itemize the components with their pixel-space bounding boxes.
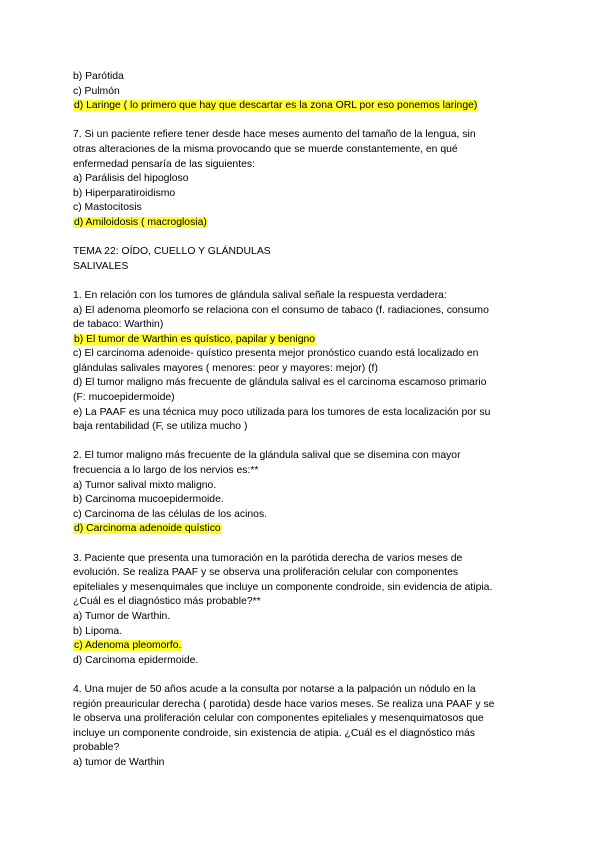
option-line: a) Tumor de Warthin. <box>73 610 171 622</box>
highlighted-answer: d) Amiloidosis ( macroglosia) <box>74 216 207 228</box>
option-line: a) Parálisis del hipogloso <box>73 173 189 185</box>
question-stem: probable? <box>73 742 120 754</box>
question-stem: le observa una proliferación celular con componentes epiteliales y mesenquimatosos que <box>73 713 484 725</box>
option-line: c) Mastocitosis <box>73 202 142 214</box>
question-stem: 2. El tumor maligno más frecuente de la glándula salival que se disemina con mayor <box>73 450 461 462</box>
option-line: c) El carcinoma adenoide- quístico presenta mejor pronóstico cuando está localizado en <box>73 348 479 360</box>
question-stem: incluye un componente condroide, sin existencia de atipia. ¿Cuál es el diagnóstico más <box>73 727 476 739</box>
option-line: de tabaco: Warthin) <box>73 319 164 331</box>
section-heading <box>73 245 540 274</box>
option-line: d) Carcinoma epidermoide. <box>73 654 199 666</box>
option-line: a) El adenoma pleomorfo se relaciona con el consumo de tabaco (f. radiaciones, consumo <box>73 304 489 316</box>
question-stem: 1. En relación con los tumores de glándula salival señale la respuesta verdadera: <box>73 289 447 301</box>
option-line: d) El tumor maligno más frecuente de glándula salival es el carcinoma escamoso primario <box>73 377 487 389</box>
question-stem: 4. Una mujer de 50 años acude a la consulta por notarse a la palpación un nódulo en la <box>73 683 476 695</box>
option-line: b) Lipoma. <box>73 625 123 637</box>
highlighted-answer: c) Adenoma pleomorfo. <box>74 640 182 652</box>
option-line: a) tumor de Warthin <box>73 756 165 768</box>
option-line: glándulas salivales mayores ( menores: peor y mayores: mejor) (f) <box>73 362 378 374</box>
question-stem: 7. Si un paciente refiere tener desde hace meses aumento del tamaño de la lengua, sin <box>73 129 476 141</box>
question-1 <box>73 289 540 435</box>
option-line: b) Carcinoma mucoepidermoide. <box>73 494 224 506</box>
question-stem: región preauricular derecha ( parotida) desde hace varios meses. Se realiza una PAAF y se <box>73 698 495 710</box>
highlighted-answer: d) Laringe ( lo primero que hay que descartar es la zona ORL por eso ponemos laringe) <box>74 100 478 112</box>
section-title: TEMA 22: OÍDO, CUELLO Y GLÁNDULAS <box>73 246 271 258</box>
question-stem: enfermedad pensaría de las siguientes: <box>73 158 255 170</box>
question-stem: 3. Paciente que presenta una tumoración en la parótida derecha de varios meses de <box>73 552 463 564</box>
highlighted-answer: d) Carcinoma adenoide quístico <box>74 523 221 535</box>
option-line: baja rentabilidad (F, se utiliza mucho ) <box>73 421 248 433</box>
question-stem: epiteliales y mesenquimales que incluye un componente condroide, sin evidencia de atipia. <box>73 581 493 593</box>
option-line: c) Carcinoma de las células de los acinos. <box>73 508 268 520</box>
question-7 <box>73 128 540 230</box>
option-line: b) Hiperparatiroidismo <box>73 187 176 199</box>
question-3 <box>73 552 540 669</box>
question-4 <box>73 683 540 771</box>
question-stem: otras alteraciones de la misma provocando que se muerde constantemente, en qué <box>73 143 458 155</box>
question-stem: ¿Cuál es el diagnóstico más probable?** <box>73 596 261 608</box>
option-line: (F: mucoepidermoide) <box>73 392 175 404</box>
option-line: b) Parótida <box>73 71 124 82</box>
question-2 <box>73 449 540 537</box>
question-stem: evolución. Se realiza PAAF y se observa una proliferación celular con componentes <box>73 567 459 579</box>
option-line: a) Tumor salival mixto maligno. <box>73 479 217 491</box>
highlighted-answer: b) El tumor de Warthin es quístico, papilar y benigno <box>74 333 316 345</box>
section-title: SALIVALES <box>73 260 129 272</box>
option-line: c) Pulmón <box>73 85 120 97</box>
question-stem: frecuencia a lo largo de los nervios es:** <box>73 465 259 477</box>
option-line: e) La PAAF es una técnica muy poco utilizada para los tumores de esta localización por su <box>73 406 491 418</box>
